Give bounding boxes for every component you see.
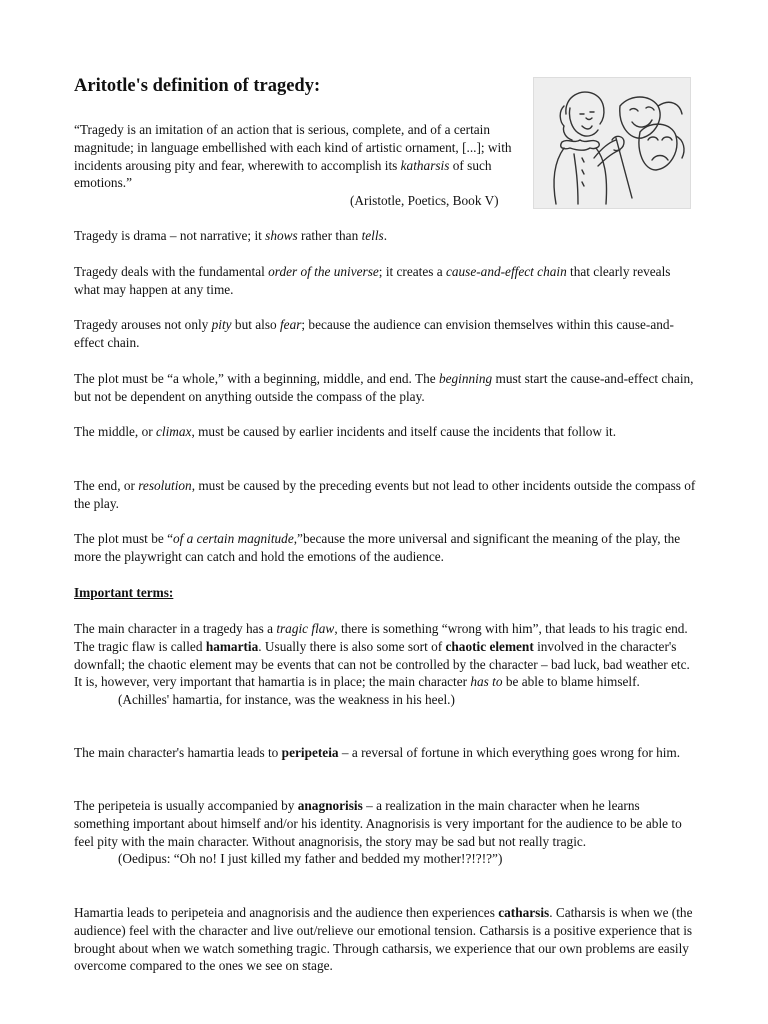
- paragraph-drama: Tragedy is drama – not narrative; it shows rather than tells.: [74, 228, 388, 243]
- paragraph-anagnorisis: The peripeteia is usually accompanied by anagnorisis – a realization in the main character when he learns something important about himself and/or his identity. Anagnorisis is very important for the audience to be able to feel pity with the main character. Without anagnorisis, the story may be sad but not really tragic. (Oedipus: “Oh no! I just killed my father and bedded my mother!?!?!?”): [74, 797, 696, 868]
- quote-citation: (Aristotle, Poetics, Book V): [350, 193, 499, 209]
- paragraph-hamartia: The main character in a tragedy has a tragic flaw, there is something “wrong with him”, that leads to his tragic end. The tragic flaw is called hamartia. Usually there is also some sort of chaotic element involved in the character's downfall; the chaotic element may be events that can not be controlled by the character – bad luck, bad weather etc. It is, however, very important that hamartia is in place; the main character has to be able to blame himself. (Achilles' hamartia, for instance, was the weakness in his heel.): [74, 620, 696, 709]
- oedipus-example: (Oedipus: “Oh no! I just killed my father and bedded my mother!?!?!?”): [118, 851, 503, 867]
- document-title: Aritotle's definition of tragedy:: [74, 76, 321, 96]
- paragraph-end: The end, or resolution, must be caused by the preceding events but not lead to other incidents outside the compass of the play.: [74, 478, 696, 511]
- important-terms-heading: Important terms:: [74, 585, 174, 600]
- paragraph-catharsis: Hamartia leads to peripeteia and anagnorisis and the audience then experiences catharsis. Catharsis is when we (the audience) feel with the character and live out/relieve our emotional tension. Catharsis is a positive experience that is brought about when we watch something tragic. Through catharsis, we experience that our own problems are easily overcome compared to the ones we see on stage.: [74, 905, 693, 974]
- paragraph-peripeteia: The main character's hamartia leads to peripeteia – a reversal of fortune in which everything goes wrong for him.: [74, 745, 681, 760]
- paragraph-order: Tragedy deals with the fundamental order of the universe; it creates a cause-and-effect chain that clearly reveals what may happen at any time.: [74, 264, 671, 297]
- paragraph-pity-fear: Tragedy arouses not only pity but also fear; because the audience can envision themselves within this cause-and-effect chain.: [74, 317, 674, 350]
- paragraph-middle: The middle, or climax, must be caused by earlier incidents and itself cause the incidents that follow it.: [74, 424, 617, 439]
- aristotle-quote: “Tragedy is an imitation of an action that is serious, complete, and of a certain magnitude; in language embellished with each kind of artistic ornament, [...]; with incidents arousing pity and fear, wherewith to accomplish its katharsis of such emotions.” (Aristotle, Poetics, Book V): [74, 121, 524, 210]
- achilles-example: (Achilles' hamartia, for instance, was the weakness in his heel.): [118, 692, 455, 708]
- paragraph-whole: The plot must be “a whole,” with a beginning, middle, and end. The beginning must start the cause-and-effect chain, but not be dependent on anything outside the compass of the play.: [74, 371, 694, 404]
- shakespeare-masks-icon: [534, 78, 690, 208]
- paragraph-magnitude: The plot must be “of a certain magnitude,”because the more universal and significant the meaning of the play, the more the playwright can catch and hold the emotions of the audience.: [74, 531, 681, 564]
- shakespeare-masks-illustration: [533, 77, 691, 209]
